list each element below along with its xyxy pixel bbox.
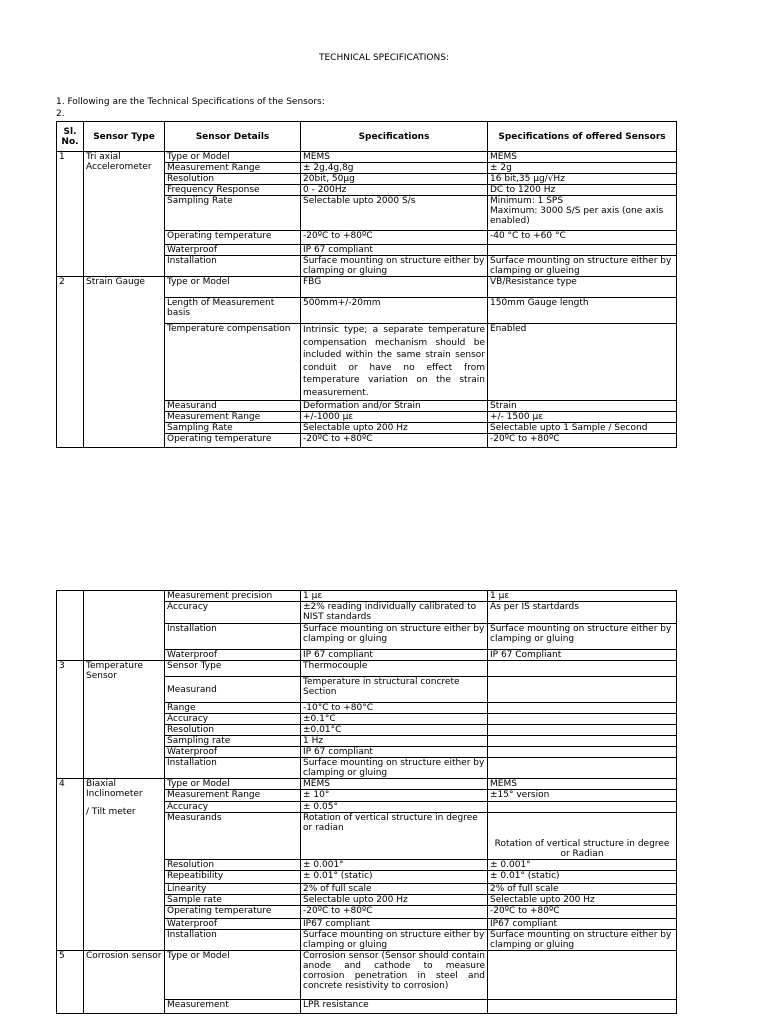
detail-cell: Operating temperature [165, 906, 301, 919]
detail-cell: Installation [165, 624, 301, 650]
sl-number: 4 [57, 779, 84, 951]
detail-cell: Installation [165, 930, 301, 951]
offered-cell: Surface mounting on structure either by clamping or gluing [488, 624, 677, 650]
spec-cell: Surface mounting on structure either by clamping or gluing [301, 256, 488, 277]
spec-cell: -20ºC to +80ºC [301, 231, 488, 245]
table-row [57, 661, 677, 677]
offered-cell: Surface mounting on structure either by clamping or gluing [488, 930, 677, 951]
spec-cell: -20ºC to +80ºC [301, 906, 488, 919]
sensor-type [84, 779, 165, 951]
detail-cell: Type or Model [165, 779, 301, 790]
table-row [57, 152, 677, 163]
detail-cell: Installation [165, 256, 301, 277]
offered-cell: Rotation of vertical structure in degree or Radian [488, 813, 677, 860]
detail-cell: Temperature compensation [165, 324, 301, 401]
offered-cell: +/- 1500 µε [488, 412, 677, 423]
header-sensor-details: Sensor Details [165, 122, 301, 152]
offered-cell: Surface mounting on structure either by clamping or glueing [488, 256, 677, 277]
offered-cell: ± 0.001° [488, 860, 677, 871]
detail-cell: Type or Model [165, 277, 301, 298]
offered-cell: DC to 1200 Hz [488, 185, 677, 196]
detail-cell: Measurands [165, 813, 301, 860]
offered-cell: As per IS startdards [488, 602, 677, 624]
detail-cell: Accuracy [165, 802, 301, 813]
detail-cell: Resolution [165, 174, 301, 185]
spec-cell: Thermocouple [301, 661, 488, 677]
detail-cell: Measurement [165, 1000, 301, 1014]
spec-cell: ± 2g,4g,8g [301, 163, 488, 174]
offered-cell [488, 725, 677, 736]
sensor-type-name: Biaxial Inclinometer [86, 779, 143, 799]
spec-cell: Intrinsic type; a separate temperature compensation mechanism should be included within the same strain sensor conduit or have no effect from temperature variation on the strain measurement. [301, 324, 488, 401]
spec-cell: Rotation of vertical structure in degree or radian [301, 813, 488, 860]
spec-cell: +/-1000 µε [301, 412, 488, 423]
header-specifications: Specifications [301, 122, 488, 152]
offered-cell [488, 1000, 677, 1014]
offered-cell: 2% of full scale [488, 884, 677, 895]
offered-cell: -40 °C to +60 °C [488, 231, 677, 245]
header-offered-specifications: Specifications of offered Sensors [488, 122, 677, 152]
detail-cell: Waterproof [165, 747, 301, 758]
detail-cell: Resolution [165, 860, 301, 871]
detail-cell: Waterproof [165, 650, 301, 661]
offered-cell: ± 0.01° (static) [488, 871, 677, 884]
offered-cell: 1 µε [488, 591, 677, 602]
offered-cell: Selectable upto 200 Hz [488, 895, 677, 906]
offered-cell [488, 661, 677, 677]
detail-cell: Sensor Type [165, 661, 301, 677]
intro-text: 1. Following are the Technical Specifications of the Sensors: [56, 97, 325, 107]
detail-cell: Type or Model [165, 152, 301, 163]
spec-cell: LPR resistance [301, 1000, 488, 1014]
offered-cell: IP 67 Compliant [488, 650, 677, 661]
spec-cell: MEMS [301, 152, 488, 163]
offered-cell [488, 747, 677, 758]
spec-cell: ±0.1°C [301, 714, 488, 725]
spec-table-1 [56, 121, 677, 448]
offered-cell [488, 245, 677, 256]
spec-cell: ± 0.05° [301, 802, 488, 813]
detail-cell: Sample rate [165, 895, 301, 906]
detail-cell: Length of Measurement basis [165, 298, 301, 324]
spec-cell: FBG [301, 277, 488, 298]
spec-cell: MEMS [301, 779, 488, 790]
spec-cell: Surface mounting on structure either by clamping or gluing [301, 758, 488, 779]
spec-table-2 [56, 590, 677, 1014]
spec-cell: IP67 compliant [301, 919, 488, 930]
spec-cell: 1 µε [301, 591, 488, 602]
offered-cell: Strain [488, 401, 677, 412]
detail-cell: Resolution [165, 725, 301, 736]
intro-number: 2. [56, 109, 65, 119]
detail-cell: Sampling rate [165, 736, 301, 747]
spec-cell: Selectable upto 200 Hz [301, 423, 488, 434]
detail-cell: Repeatibility [165, 871, 301, 884]
detail-cell: Type or Model [165, 951, 301, 1000]
offered-cell [488, 703, 677, 714]
spec-cell: ± 0.01° (static) [301, 871, 488, 884]
sensor-type [84, 591, 165, 661]
sl-number: 1 [57, 152, 84, 277]
spec-cell: IP 67 compliant [301, 245, 488, 256]
spec-cell: 1 Hz [301, 736, 488, 747]
offered-cell: Enabled [488, 324, 677, 401]
sensor-type: Tri axial Accelerometer [84, 152, 165, 277]
sl-number [57, 591, 84, 661]
offered-cell: 16 bit,35 µg/√Hz [488, 174, 677, 185]
table-row [57, 779, 677, 790]
detail-cell: Measurement precision [165, 591, 301, 602]
detail-cell: Frequency Response [165, 185, 301, 196]
spec-cell: IP 67 compliant [301, 650, 488, 661]
table-row [57, 951, 677, 1000]
offered-cell: IP67 compliant [488, 919, 677, 930]
spec-cell: ±2% reading individually calibrated to NIST standards [301, 602, 488, 624]
detail-cell: Installation [165, 758, 301, 779]
spec-cell: Temperature in structural concrete Section [301, 677, 488, 703]
offered-cell: ±15° version [488, 790, 677, 802]
sensor-type: Strain Gauge [84, 277, 165, 448]
detail-cell: Operating temperature [165, 434, 301, 448]
detail-cell: Measurement Range [165, 790, 301, 802]
detail-cell: Operating temperature [165, 231, 301, 245]
spec-cell: Surface mounting on structure either by clamping or gluing [301, 624, 488, 650]
offered-cell [488, 714, 677, 725]
offered-cell: VB/Resistance type [488, 277, 677, 298]
detail-cell: Waterproof [165, 245, 301, 256]
spec-cell: ± 0.001° [301, 860, 488, 871]
detail-cell: Measurand [165, 677, 301, 703]
detail-cell: Range [165, 703, 301, 714]
spec-cell: Selectable upto 200 Hz [301, 895, 488, 906]
spec-cell: 20bit, 50µg [301, 174, 488, 185]
sensor-type-alt: / Tilt meter [86, 807, 136, 817]
offered-cell [488, 802, 677, 813]
page-title: TECHNICAL SPECIFICATIONS: [319, 53, 449, 63]
spec-cell: 2% of full scale [301, 884, 488, 895]
spec-cell: Surface mounting on structure either by clamping or gluing [301, 930, 488, 951]
detail-cell: Measurement Range [165, 412, 301, 423]
detail-cell: Waterproof [165, 919, 301, 930]
detail-cell: Measurand [165, 401, 301, 412]
detail-cell: Sampling Rate [165, 423, 301, 434]
offered-cell [488, 758, 677, 779]
offered-cell: Minimum: 1 SPS Maximum: 3000 S/S per axis (one axis enabled) [488, 196, 677, 231]
spec-cell: 0 - 200Hz [301, 185, 488, 196]
spec-cell: Selectable upto 2000 S/s [301, 196, 488, 231]
sl-number: 5 [57, 951, 84, 1014]
offered-cell: MEMS [488, 779, 677, 790]
offered-cell [488, 951, 677, 1000]
header-sl-no: Sl. No. [57, 122, 84, 152]
spec-cell: ±0.01°C [301, 725, 488, 736]
offered-cell: -20ºC to +80ºC [488, 906, 677, 919]
sl-number: 2 [57, 277, 84, 448]
table-row [57, 277, 677, 298]
detail-cell: Linearity [165, 884, 301, 895]
offered-cell: MEMS [488, 152, 677, 163]
offered-cell: 150mm Gauge length [488, 298, 677, 324]
spec-cell: Deformation and/or Strain [301, 401, 488, 412]
spec-cell: 500mm+/-20mm [301, 298, 488, 324]
detail-cell: Sampling Rate [165, 196, 301, 231]
offered-cell: Selectable upto 1 Sample / Second [488, 423, 677, 434]
spec-cell: Corrosion sensor (Sensor should contain anode and cathode to measure corrosion penetration in steel and concrete resistivity to corrosion) [301, 951, 488, 1000]
table-header-row [57, 122, 677, 152]
offered-cell: -20ºC to +80ºC [488, 434, 677, 448]
table-row [57, 591, 677, 602]
sensor-type: Temperature Sensor [84, 661, 165, 779]
spec-cell: -10°C to +80°C [301, 703, 488, 714]
spec-cell: -20ºC to +80ºC [301, 434, 488, 448]
offered-cell [488, 677, 677, 703]
detail-cell: Accuracy [165, 714, 301, 725]
spec-cell: ± 10° [301, 790, 488, 802]
header-sensor-type: Sensor Type [84, 122, 165, 152]
spec-cell: IP 67 compliant [301, 747, 488, 758]
detail-cell: Measurement Range [165, 163, 301, 174]
offered-cell [488, 736, 677, 747]
sl-number: 3 [57, 661, 84, 779]
offered-cell: ± 2g [488, 163, 677, 174]
sensor-type: Corrosion sensor [84, 951, 165, 1014]
detail-cell: Accuracy [165, 602, 301, 624]
